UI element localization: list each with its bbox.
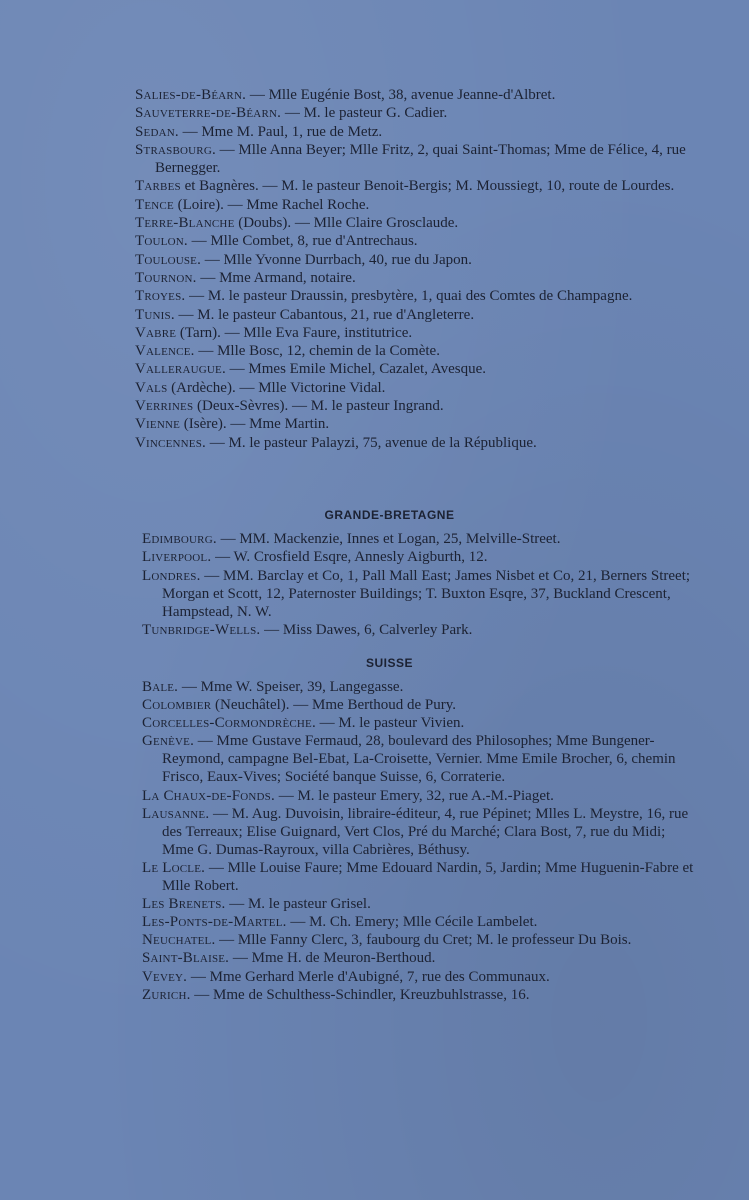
entry-text: — Mlle Louise Faure; Mme Edouard Nardin, 5, Jardin; Mme Huguenin-Fabre et Mlle Robert.: [162, 859, 694, 895]
directory-entry: [0, 714, 700, 732]
entry-place: Sedan.: [135, 123, 179, 140]
entry-text: — M. le pasteur Palayzi, 75, avenue de la République.: [209, 434, 537, 451]
entry-place: Vincennes.: [135, 434, 206, 451]
entry-text: — Mme de Schulthess-Schindler, Kreuzbuhlstrasse, 16.: [194, 986, 530, 1003]
section-heading: SUISSE: [365, 656, 413, 670]
entry-place: Sauveterre-de-Béarn.: [135, 105, 282, 122]
directory-entry: [0, 913, 700, 931]
entry-place: Tence: [135, 196, 174, 213]
entry-text: (Tarn). — Mlle Eva Faure, institutrice.: [179, 324, 413, 341]
entry-place: Bale.: [142, 679, 179, 695]
entry-text: — W. Crosfield Esqre, Annesly Aigburth, 12.: [215, 549, 488, 566]
directory-entry: [0, 949, 700, 967]
directory-entry: [0, 787, 700, 805]
entry-place: Corcelles-Cormondrèche.: [142, 715, 316, 732]
entry-place: Verrines: [135, 398, 194, 415]
directory-entry: [0, 696, 700, 714]
directory-entry: [0, 306, 710, 324]
entry-place: Saint-Blaise.: [142, 950, 230, 967]
entry-place: Tunis.: [135, 306, 175, 323]
entry-text: — Miss Dawes, 6, Calverley Park.: [264, 622, 473, 639]
directory-entry: [0, 621, 700, 639]
section-france: [0, 86, 749, 452]
entry-text: — M. Ch. Emery; Mlle Cécile Lambelet.: [290, 914, 538, 931]
entry-place: Edimbourg.: [142, 531, 217, 547]
entry-text: — Mlle Eugénie Bost, 38, avenue Jeanne-d'Albret.: [249, 87, 556, 103]
directory-entry: [0, 342, 710, 360]
directory-entry: [0, 732, 700, 786]
directory-entry: [0, 104, 710, 122]
entry-place: Le Locle.: [142, 859, 206, 876]
entry-place: Troyes.: [135, 288, 186, 305]
entry-place: Zurich.: [142, 986, 191, 1003]
entry-text: — Mmes Emile Michel, Cazalet, Avesque.: [229, 361, 486, 378]
entry-place: Toulon.: [135, 233, 188, 250]
entry-place: Les Brenets.: [142, 896, 226, 913]
entry-place: Vevey.: [142, 968, 188, 985]
directory-entry: [0, 895, 700, 913]
entry-place: Valleraugue.: [135, 361, 226, 378]
directory-entry: [0, 214, 710, 232]
entry-text: — Mme H. de Meuron-Berthoud.: [232, 950, 436, 967]
directory-entry: [0, 196, 710, 214]
entry-text: (Neuchâtel). — Mme Berthoud de Pury.: [215, 697, 457, 714]
entry-text: (Deux-Sèvres). — M. le pasteur Ingrand.: [197, 398, 444, 415]
entry-text: (Loire). — Mme Rachel Roche.: [177, 196, 370, 213]
directory-entry: [0, 931, 700, 949]
directory-entry: [0, 859, 700, 895]
directory-entry: [0, 141, 710, 178]
entry-text: — Mlle Fanny Clerc, 3, faubourg du Cret; M. le professeur Du Bois.: [219, 932, 632, 949]
entry-text: — M. le pasteur Grisel.: [229, 896, 371, 913]
directory-entry: [0, 530, 700, 548]
directory-entry: [0, 434, 710, 452]
entry-text: — Mlle Yvonne Durrbach, 40, rue du Japon.: [204, 251, 472, 268]
directory-entry: [0, 177, 710, 195]
directory-entry: [0, 548, 700, 566]
directory-entry: [0, 986, 700, 1004]
entry-text: — Mme W. Speiser, 39, Langegasse.: [181, 679, 404, 695]
entry-place: Les-Ponts-de-Martel.: [142, 914, 287, 931]
entry-text: — Mme M. Paul, 1, rue de Metz.: [182, 123, 383, 140]
entry-text: — M. le pasteur G. Cadier.: [284, 105, 448, 122]
entry-place: Londres.: [142, 567, 201, 584]
entry-text: — Mlle Combet, 8, rue d'Antrechaus.: [191, 233, 418, 250]
entry-place: La Chaux-de-Fonds.: [142, 787, 275, 804]
directory-entry: [0, 232, 710, 250]
entry-place: Colombier: [142, 697, 212, 714]
entry-text: — M. le pasteur Draussin, presbytère, 1, quai des Comtes de Champagne.: [189, 288, 633, 305]
directory-entry: [0, 123, 710, 141]
entry-place: Neuchatel.: [142, 932, 216, 949]
directory-entry: [0, 360, 710, 378]
entry-text: — MM. Barclay et Co, 1, Pall Mall East; James Nisbet et Co, 21, Berners Street; Morgan et Scott, 12, Paternoster Buildings; T. Buxton Esqre, 37, Buckland Crescent, Hampstead, N. W.: [162, 567, 691, 621]
entry-place: Valence.: [135, 343, 195, 360]
entry-place: Toulouse.: [135, 251, 202, 268]
entry-text: — Mlle Anna Beyer; Mlle Fritz, 2, quai Saint-Thomas; Mme de Félice, 4, rue Bernegger.: [155, 141, 686, 177]
section-grande-bretagne: [0, 508, 749, 640]
directory-entry: [0, 968, 700, 986]
directory-entry: [0, 379, 710, 397]
entry-text: — M. le pasteur Cabantous, 21, rue d'Angleterre.: [178, 306, 475, 323]
entry-text: — Mme Gustave Fermaud, 28, boulevard des Philosophes; Mme Bungener-Reymond, campagne Bel-Ebat, La-Croisette, Vernier. Mme Emile Brocher, 6, chemin Frisco, Eaux-Vives; Société banque Suisse, 6, Corraterie.: [162, 733, 676, 786]
directory-entry: [0, 287, 710, 305]
directory-entry: [0, 415, 710, 433]
entry-place: Lausanne.: [142, 805, 210, 822]
directory-entry: [0, 567, 700, 622]
directory-entry: [0, 324, 710, 342]
entry-place: Tunbridge-Wells.: [142, 622, 261, 639]
directory-entry: [0, 269, 710, 287]
directory-entry: [0, 678, 700, 696]
section-suisse: [0, 656, 749, 1004]
entry-text: — MM. Mackenzie, Innes et Logan, 25, Melville-Street.: [220, 531, 561, 547]
entry-text: (Ardèche). — Mlle Victorine Vidal.: [171, 379, 386, 396]
entry-place: Vabre: [135, 324, 177, 341]
entry-text: (Isère). — Mme Martin.: [183, 416, 330, 433]
entry-text: — Mme Armand, notaire.: [200, 269, 356, 286]
entry-place: Terre-Blanche: [135, 215, 235, 232]
entry-place: Tarbes: [135, 178, 181, 195]
directory-entry: [0, 86, 710, 104]
entry-text: et Bagnères. — M. le pasteur Benoit-Bergis; M. Moussiegt, 10, route de Lourdes.: [184, 178, 675, 195]
directory-entry: [0, 805, 700, 859]
entry-place: Vals: [135, 379, 168, 396]
entry-place: Tournon.: [135, 269, 197, 286]
entry-place: Genève.: [142, 733, 195, 750]
entry-text: — Mlle Bosc, 12, chemin de la Comète.: [198, 343, 440, 360]
entry-text: — M. le pasteur Vivien.: [319, 715, 465, 732]
entry-text: (Doubs). — Mlle Claire Grosclaude.: [238, 215, 459, 232]
entry-text: — M. Aug. Duvoisin, libraire-éditeur, 4, rue Pépinet; Mlles L. Meystre, 16, rue des Terreaux; Elise Guignard, Vert Clos, Pré du Marché; Clara Bost, 7, rue du Midi; Mme G. Dumas-Rayroux, villa Cabrières, Béthusy.: [162, 805, 689, 858]
entry-place: Vienne: [135, 416, 181, 433]
section-heading: GRANDE-BRETAGNE: [324, 508, 455, 522]
entry-text: — Mme Gerhard Merle d'Aubigné, 7, rue des Communaux.: [190, 968, 550, 985]
entry-place: Liverpool.: [142, 549, 212, 566]
entry-text: — M. le pasteur Emery, 32, rue A.-M.-Piaget.: [278, 787, 554, 804]
entry-place: Salies-de-Béarn.: [135, 87, 247, 103]
entry-place: Strasbourg.: [135, 141, 216, 158]
directory-entry: [0, 397, 710, 415]
directory-entry: [0, 251, 710, 269]
